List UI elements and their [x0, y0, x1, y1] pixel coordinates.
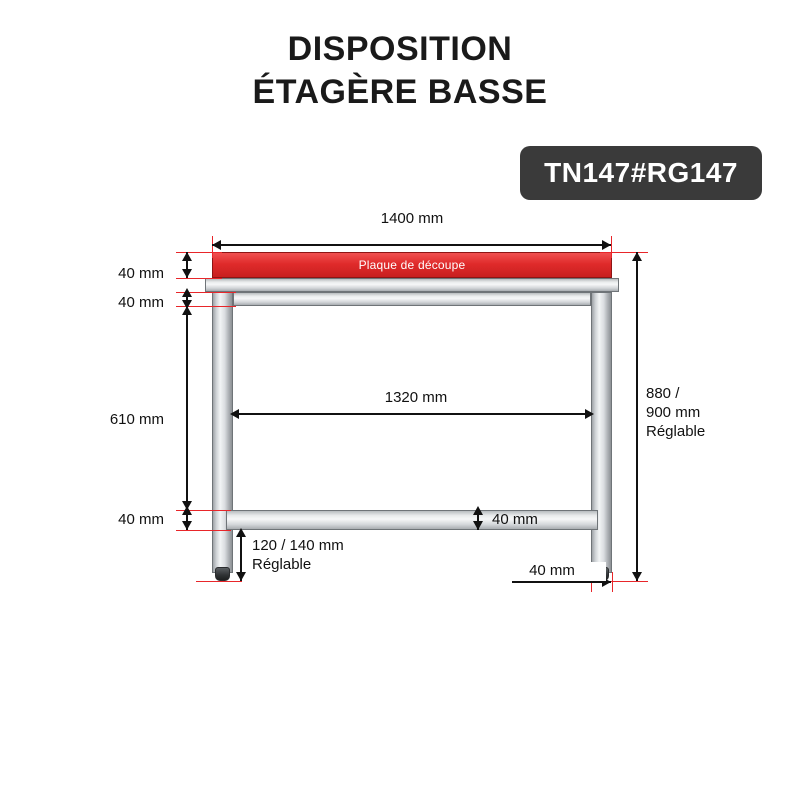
dim-label-total-height-line-2: 900 mm — [646, 403, 701, 421]
arrow-board-thickness-down — [182, 269, 192, 278]
dim-line-total-height — [636, 252, 638, 581]
cutting-board-label: Plaque de découpe — [358, 258, 466, 272]
arrow-foot-height-down — [236, 572, 246, 581]
arrow-clear-height-up — [182, 306, 192, 315]
dim-label-board-thickness: 40 mm — [118, 265, 164, 282]
dim-label-apron-height: 40 mm — [118, 294, 164, 311]
arrow-overall-width-right — [602, 240, 611, 250]
ext-line-floor-left — [196, 581, 242, 582]
dim-label-foot-height — [252, 537, 422, 575]
ext-line-legwidth-right — [612, 572, 613, 592]
dim-label-overall-width: 1400 mm — [380, 210, 444, 227]
leg-right — [591, 292, 612, 573]
ext-line-shelf-bottom — [176, 530, 231, 531]
dim-label-total-height-line-3: Réglable — [646, 422, 706, 440]
dim-line-overall-width — [212, 244, 611, 246]
arrow-shelf-right-up — [473, 506, 483, 515]
dim-label-total-height-line-1: 880 / — [646, 385, 680, 402]
ext-line-top-right — [611, 236, 612, 258]
table-apron-rail — [233, 292, 591, 306]
arrow-shelf-right-down — [473, 521, 483, 530]
arrow-overall-width-left — [212, 240, 221, 250]
dim-line-clear-height — [186, 306, 188, 510]
page-title-line-1: DISPOSITION — [287, 30, 513, 68]
model-badge: TN147#RG147 — [520, 146, 762, 200]
dim-line-leg-width — [512, 581, 611, 583]
dim-label-foot-height-line-2: Réglable — [252, 555, 312, 573]
dim-line-inner-width — [233, 413, 591, 415]
arrow-shelf-left-down — [182, 521, 192, 530]
arrow-foot-height-up — [236, 528, 246, 537]
page-title-line-2: ÉTAGÈRE BASSE — [252, 72, 548, 111]
dim-label-foot-height-line-1: 120 / 140 mm — [252, 537, 344, 554]
arrow-total-height-up — [632, 252, 642, 261]
arrow-apron-up — [182, 288, 192, 297]
arrow-shelf-left-up — [182, 506, 192, 515]
dim-label-clear-height: 610 mm — [109, 411, 164, 428]
dim-label-shelf-thickness-left: 40 mm — [118, 511, 164, 528]
arrow-inner-width-left — [230, 409, 239, 419]
page-title — [0, 28, 800, 113]
dim-label-shelf-thickness-right: 40 mm — [492, 511, 538, 528]
arrow-board-thickness-up — [182, 252, 192, 261]
arrow-inner-width-right — [585, 409, 594, 419]
dim-label-inner-width: 1320 mm — [312, 389, 520, 408]
dim-label-total-height — [646, 385, 776, 441]
arrow-total-height-down — [632, 572, 642, 581]
ext-line-board-bottom — [176, 278, 222, 279]
cutting-board — [212, 252, 612, 278]
dim-label-leg-width: 40 mm — [498, 562, 606, 581]
table-top-slab — [205, 278, 619, 292]
foot-left — [215, 567, 230, 581]
